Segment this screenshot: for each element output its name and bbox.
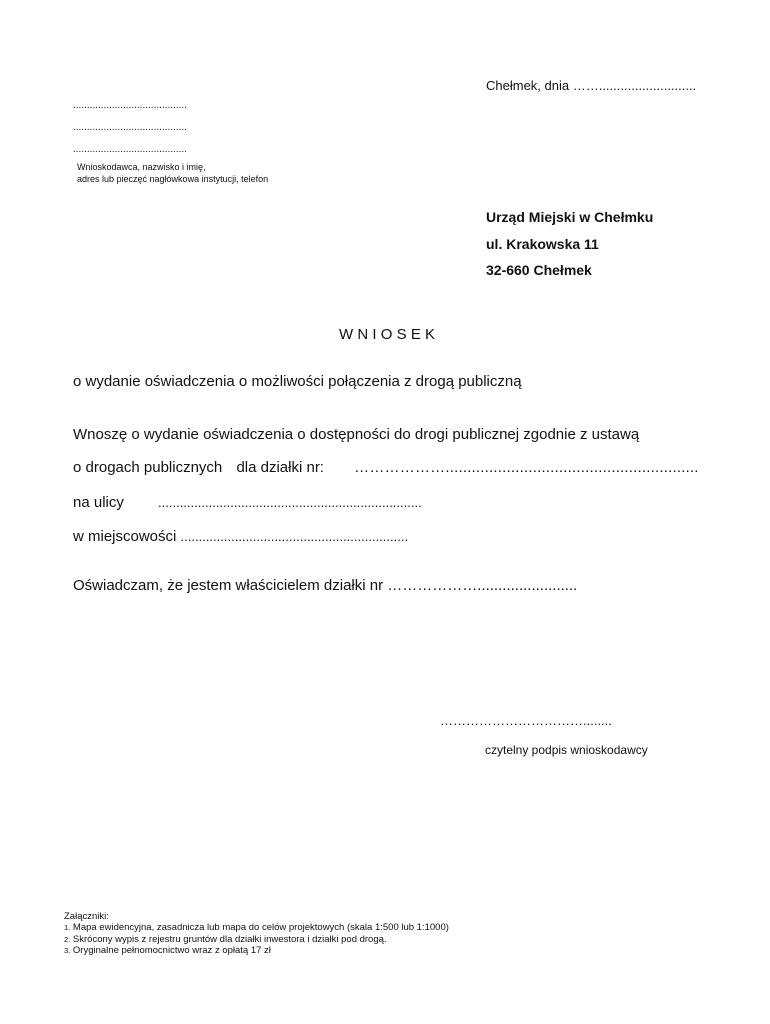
place-date-line: Chełmek, dnia ……........................... (486, 78, 697, 93)
town-line (73, 528, 408, 545)
recipient-postal-city: 32-660 Chełmek (486, 262, 592, 278)
attachment-number: 1. (64, 923, 71, 933)
attachment-number: 3. (64, 945, 71, 955)
applicant-block (73, 95, 268, 185)
recipient-office-name: Urząd Miejski w Chełmku (486, 209, 654, 225)
applicant-caption-2: adres lub pieczęć nagłówkowa instytucji, telefon (77, 174, 269, 184)
declaration-label: Oświadczam, że jestem właścicielem działki nr (73, 577, 384, 594)
applicant-dot-line-2: ......................................... (73, 122, 187, 133)
declaration-line (73, 577, 577, 594)
plot-number-fill-line: ……………….......................................................... (354, 459, 699, 476)
attachment-text: Skrócony wypis z rejestru gruntów dla działki inwestora i działki pod drogą. (72, 933, 387, 945)
street-label: na ulicy (73, 494, 124, 511)
recipient-street: ul. Krakowska 11 (486, 235, 599, 252)
recipient-address (486, 204, 653, 284)
town-fill-line: ............................................................... (180, 529, 409, 544)
attachments-heading: Załączniki: (64, 911, 109, 922)
attachment-item-1 (64, 922, 449, 933)
request-line-2-text: o drogach publicznych (73, 459, 223, 476)
town-label: w miejscowości (73, 528, 177, 545)
street-line (73, 494, 422, 511)
applicant-dot-line-3: ......................................... (73, 144, 187, 155)
attachment-number: 2. (64, 934, 71, 944)
attachment-text: Mapa ewidencyjna, zasadnicza lub mapa do celów projektowych (skala 1:500 lub 1:1000) (72, 922, 449, 934)
signature-line: ……………………………........ (440, 713, 612, 728)
plot-number-label: dla działki nr: (236, 459, 324, 476)
attachment-item-3 (64, 945, 449, 956)
attachment-item-2 (64, 934, 449, 945)
signature-caption: czytelny podpis wnioskodawcy (485, 743, 648, 757)
document-subject: o wydanie oświadczenia o możliwości połączenia z drogą publiczną (73, 373, 522, 390)
declaration-fill-line: ………………........................ (387, 577, 578, 594)
applicant-dot-line-1: ......................................... (73, 100, 187, 111)
attachments-block (64, 911, 449, 956)
street-fill-line: ......................................................................... (158, 495, 422, 510)
document-title: WNIOSEK (339, 326, 440, 343)
attachment-text: Oryginalne pełnomocnictwo wraz z opłatą 17 zł (72, 944, 271, 956)
applicant-caption-1: Wnioskodawca, nazwisko i imię, (77, 162, 206, 172)
request-line-2 (73, 459, 699, 476)
request-line-1: Wnoszę o wydanie oświadczenia o dostępności do drogi publicznej zgodnie z ustawą (73, 426, 640, 443)
